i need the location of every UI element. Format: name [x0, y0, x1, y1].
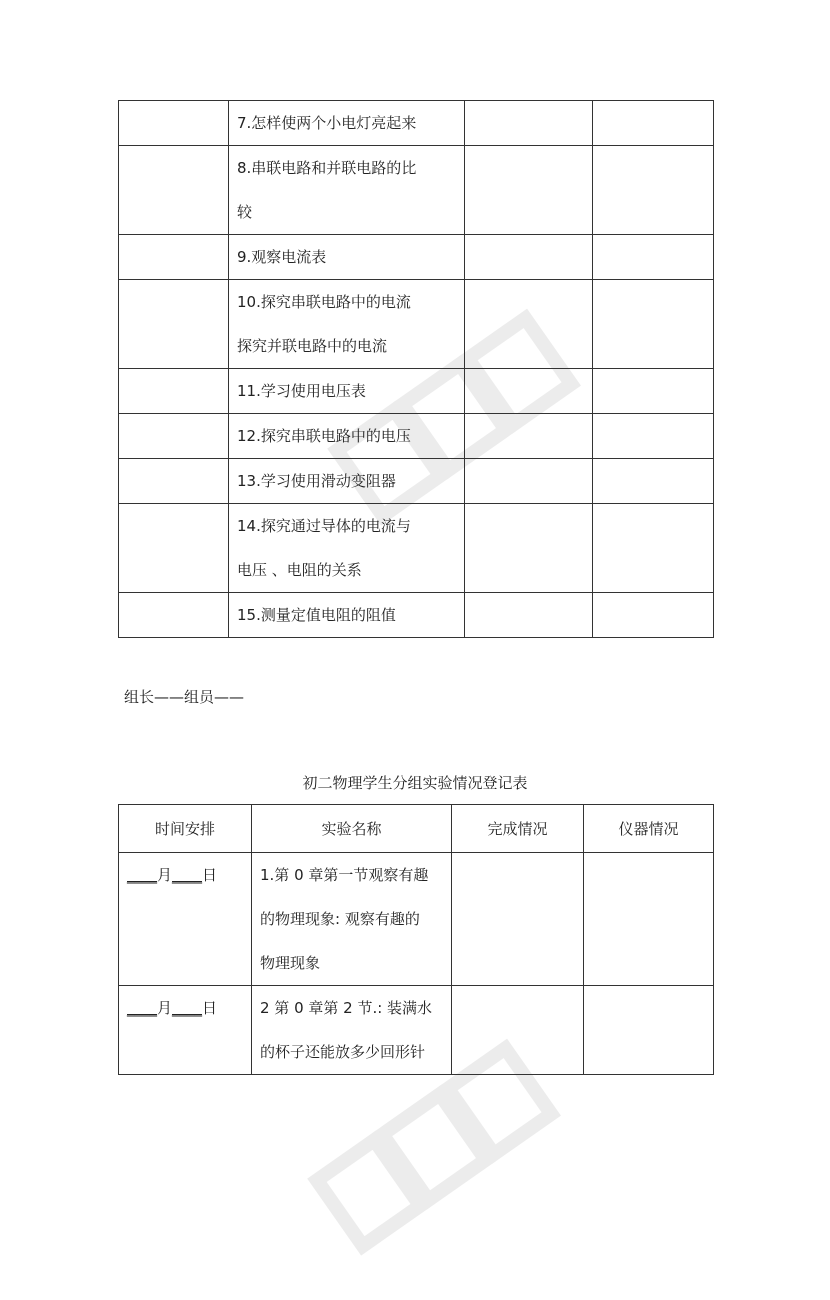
experiment-list-table-continued	[118, 100, 714, 638]
experiment-name-cell	[229, 146, 465, 235]
date-cell	[119, 986, 252, 1075]
experiment-name-cell	[229, 459, 465, 504]
experiment-registration-table	[118, 804, 714, 1075]
table-row	[119, 369, 714, 414]
experiment-name-line: 12.探究串联电路中的电压	[237, 427, 411, 445]
empty-cell	[119, 280, 229, 369]
empty-cell	[465, 101, 593, 146]
experiment-name-line: 2 第 0 章第 2 节.: 装满水	[260, 999, 433, 1017]
experiment-name-line: 14.探究通过导体的电流与	[237, 517, 411, 535]
experiment-name-line: 较	[237, 203, 253, 221]
table-row	[119, 235, 714, 280]
table-row	[119, 986, 714, 1075]
empty-cell	[593, 504, 714, 593]
empty-cell	[452, 986, 584, 1075]
empty-cell	[593, 101, 714, 146]
empty-cell	[593, 414, 714, 459]
empty-cell	[465, 504, 593, 593]
experiment-name-line: 1.第 0 章第一节观察有趣	[260, 866, 429, 884]
experiment-name-line: 9.观察电流表	[237, 248, 327, 266]
date-cell	[119, 853, 252, 986]
empty-cell	[465, 459, 593, 504]
date-unit: 月	[157, 999, 173, 1017]
experiment-name-line: 8.串联电路和并联电路的比	[237, 159, 417, 177]
empty-cell	[119, 146, 229, 235]
date-blank: ____	[127, 999, 157, 1017]
empty-cell	[465, 235, 593, 280]
experiment-name-line: 的杯子还能放多少回形针	[260, 1043, 426, 1061]
header-experiment-name: 实验名称	[252, 805, 452, 853]
header-time: 时间安排	[119, 805, 252, 853]
experiment-name-line: 11.学习使用电压表	[237, 382, 366, 400]
experiment-name-line: 电压 、电阻的关系	[237, 561, 362, 579]
empty-cell	[593, 146, 714, 235]
empty-cell	[465, 280, 593, 369]
table-row	[119, 593, 714, 638]
experiment-name-line: 物理现象	[260, 954, 321, 972]
experiment-name-cell	[229, 504, 465, 593]
empty-cell	[452, 853, 584, 986]
empty-cell	[119, 459, 229, 504]
experiment-name-line: 13.学习使用滑动变阻器	[237, 472, 396, 490]
experiment-name-cell	[229, 593, 465, 638]
experiment-name-line: 探究并联电路中的电流	[237, 337, 388, 355]
date-unit: 日	[202, 999, 218, 1017]
header-completion: 完成情况	[452, 805, 584, 853]
table-header-row	[119, 805, 714, 853]
date-blank: ____	[172, 866, 203, 884]
experiment-name-line: 7.怎样使两个小电灯亮起来	[237, 114, 417, 132]
empty-cell	[593, 459, 714, 504]
table-row	[119, 280, 714, 369]
empty-cell	[119, 369, 229, 414]
date-blank: ____	[172, 999, 203, 1017]
empty-cell	[119, 101, 229, 146]
experiment-name-line: 的物理现象: 观察有趣的	[260, 910, 420, 928]
empty-cell	[119, 593, 229, 638]
empty-cell	[119, 504, 229, 593]
date-blank: ____	[127, 866, 157, 884]
experiment-name-cell	[229, 101, 465, 146]
experiment-name-cell	[252, 986, 452, 1075]
experiment-name-cell	[252, 853, 452, 986]
empty-cell	[119, 414, 229, 459]
table-row	[119, 414, 714, 459]
header-equipment: 仪器情况	[584, 805, 714, 853]
table-row	[119, 146, 714, 235]
experiment-name-line: 10.探究串联电路中的电流	[237, 293, 411, 311]
empty-cell	[465, 593, 593, 638]
group-leader-line: 组长——组员——	[124, 688, 245, 706]
table-row	[119, 459, 714, 504]
table-row	[119, 101, 714, 146]
empty-cell	[465, 414, 593, 459]
table-row	[119, 504, 714, 593]
experiment-name-cell	[229, 369, 465, 414]
date-unit: 月	[157, 866, 173, 884]
experiment-name-cell	[229, 414, 465, 459]
experiment-name-cell	[229, 280, 465, 369]
empty-cell	[584, 986, 714, 1075]
empty-cell	[465, 146, 593, 235]
empty-cell	[593, 235, 714, 280]
empty-cell	[465, 369, 593, 414]
empty-cell	[119, 235, 229, 280]
experiment-name-cell	[229, 235, 465, 280]
experiment-name-line: 15.测量定值电阻的阻值	[237, 606, 396, 624]
date-unit: 日	[202, 866, 218, 884]
table-title: 初二物理学生分组实验情况登记表	[302, 774, 528, 792]
empty-cell	[584, 853, 714, 986]
empty-cell	[593, 593, 714, 638]
table-row	[119, 853, 714, 986]
empty-cell	[593, 369, 714, 414]
empty-cell	[593, 280, 714, 369]
